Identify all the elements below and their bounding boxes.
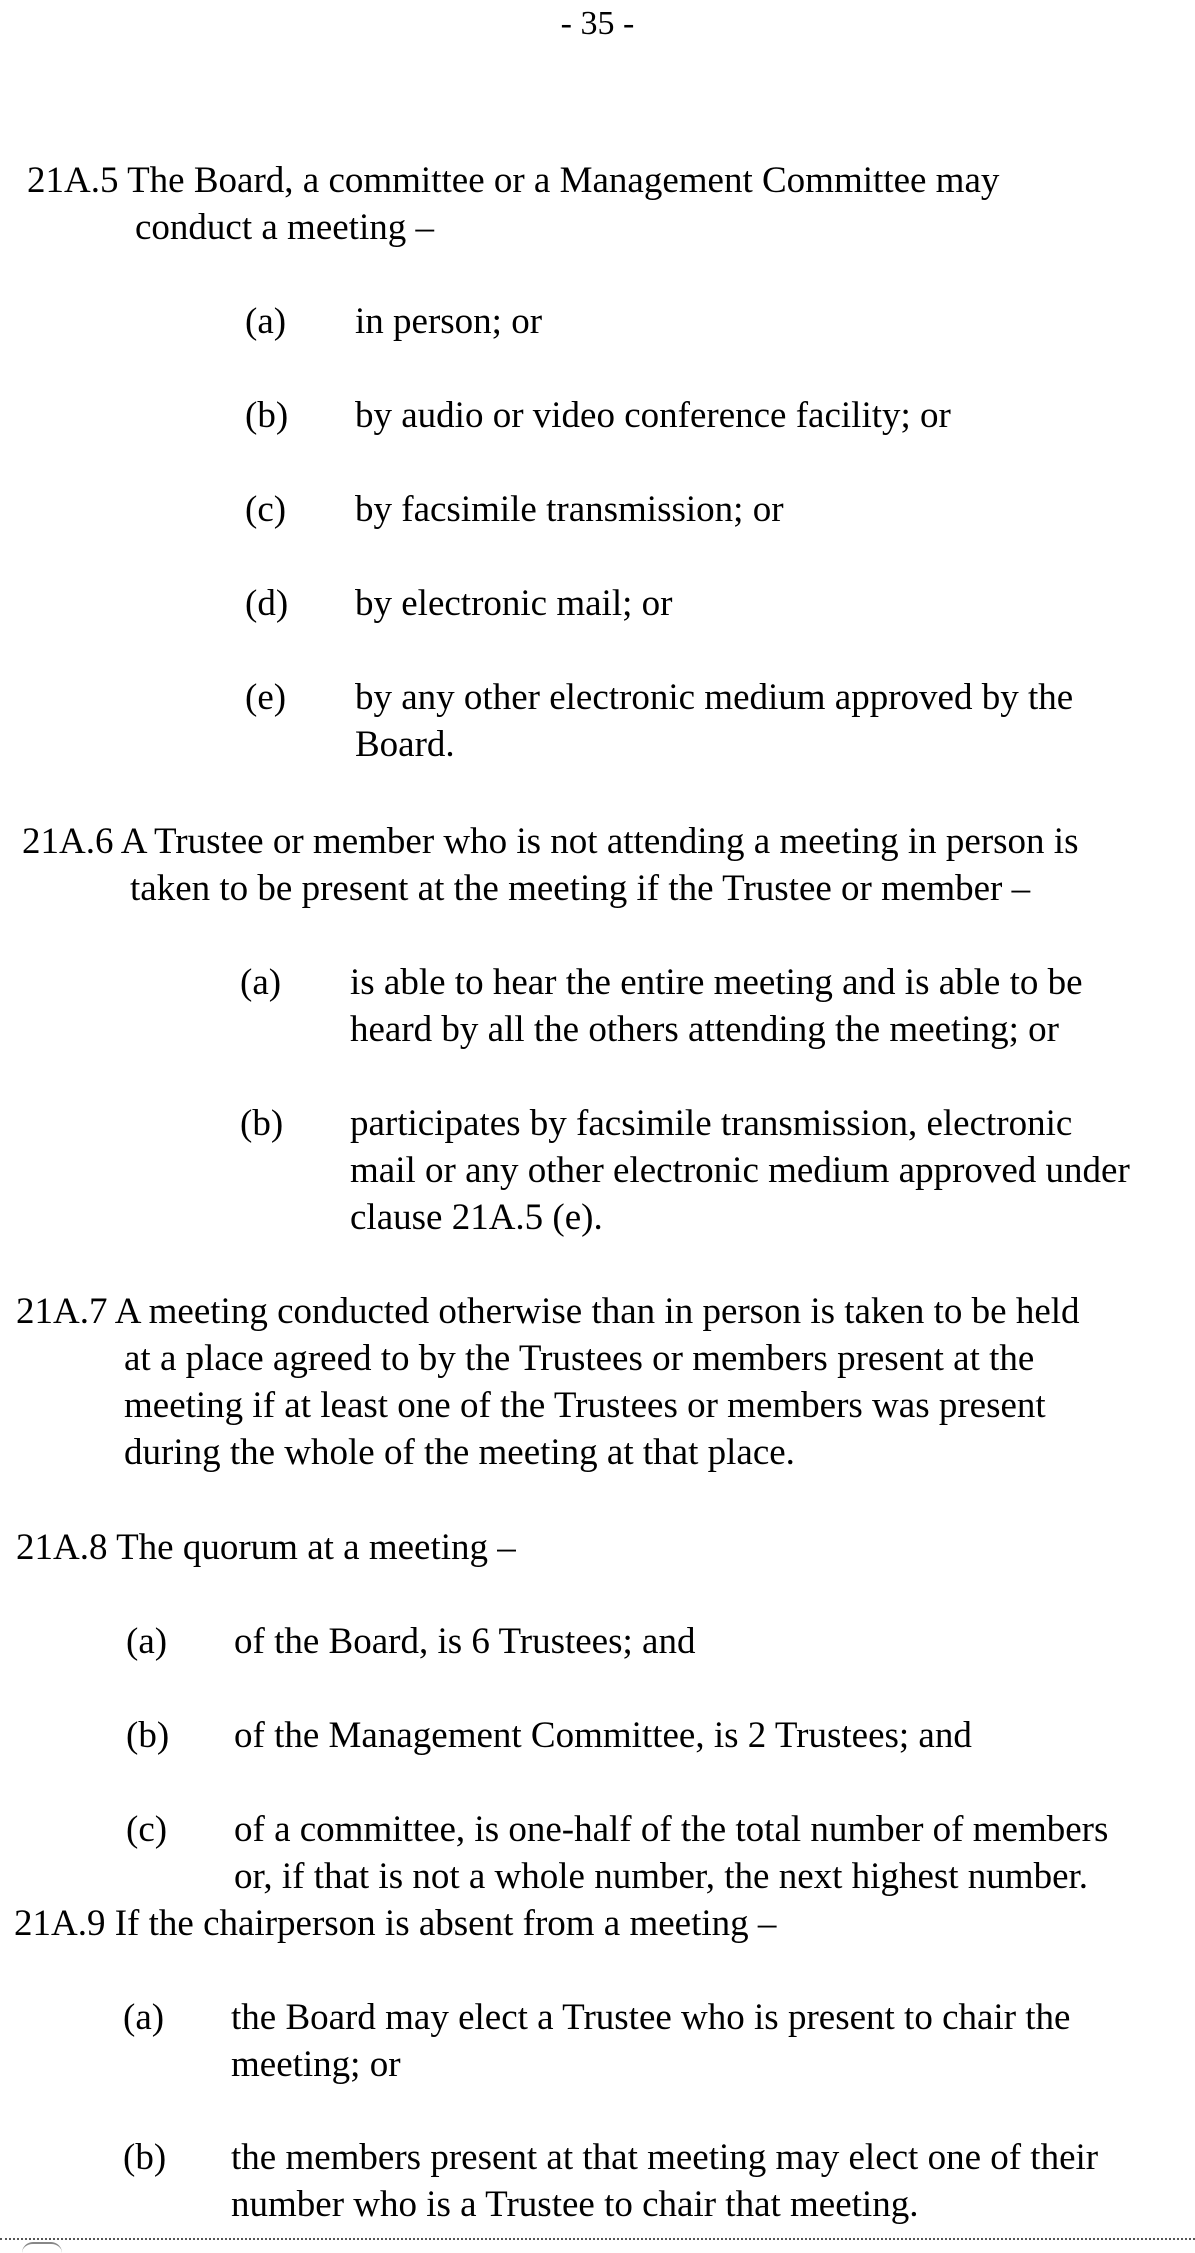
clause-21A-5 bbox=[27, 157, 999, 251]
clause-21A-8 bbox=[16, 1524, 516, 1571]
clause-line: meeting if at least one of the Trustees or members was present bbox=[124, 1385, 1046, 1426]
item-label: (b) bbox=[245, 395, 289, 436]
item-label: (c) bbox=[126, 1809, 168, 1850]
clause-line: 21A.8 The quorum at a meeting – bbox=[16, 1527, 516, 1568]
clause-line: 21A.7 A meeting conducted otherwise than in person is taken to be held bbox=[16, 1291, 1080, 1332]
clause-number: 21A.8 bbox=[16, 1527, 108, 1568]
item-text: the members present at that meeting may elect one of their number who is a Trustee to chair that meeting. bbox=[231, 2137, 1099, 2225]
item-text: by any other electronic medium approved by the Board. bbox=[355, 677, 1074, 765]
footer-divider bbox=[0, 2238, 1195, 2240]
item-text: the Board may elect a Trustee who is present to chair the meeting; or bbox=[231, 1997, 1071, 2085]
clause-line: taken to be present at the meeting if the Trustee or member – bbox=[130, 868, 1031, 909]
item-label: (a) bbox=[245, 301, 287, 342]
page-number: - 35 - bbox=[560, 5, 635, 42]
item-label: (b) bbox=[240, 1103, 284, 1144]
clause-line: 21A.6 A Trustee or member who is not attending a meeting in person is bbox=[22, 821, 1079, 862]
clause-number: 21A.9 bbox=[14, 1903, 106, 1944]
item-text: in person; or bbox=[355, 301, 543, 342]
clause-line: conduct a meeting – bbox=[135, 207, 434, 248]
item-text: by audio or video conference facility; or bbox=[355, 395, 951, 436]
item-text: by facsimile transmission; or bbox=[355, 489, 784, 530]
clause-21A-6 bbox=[22, 818, 1078, 912]
clause-21A-9 bbox=[14, 1900, 776, 1947]
footer-logo-fragment bbox=[22, 2242, 62, 2253]
clause-line: 21A.5 The Board, a committee or a Management Committee may bbox=[27, 160, 1000, 201]
item-label: (a) bbox=[126, 1621, 168, 1662]
item-text: participates by facsimile transmission, electronic mail or any other electronic medium approved under clause 21A.5 (e). bbox=[350, 1103, 1130, 1238]
item-label: (a) bbox=[123, 1997, 165, 2038]
clause-number: 21A.5 bbox=[27, 160, 119, 201]
item-text: is able to hear the entire meeting and is able to be heard by all the others attending the meeting; or bbox=[350, 962, 1083, 1050]
item-text: of the Board, is 6 Trustees; and bbox=[234, 1621, 696, 1662]
item-label: (b) bbox=[126, 1715, 170, 1756]
item-label: (e) bbox=[245, 677, 287, 718]
clause-number: 21A.6 bbox=[22, 821, 114, 862]
clause-number: 21A.7 bbox=[16, 1291, 108, 1332]
clause-line: during the whole of the meeting at that place. bbox=[124, 1432, 795, 1473]
clause-line: at a place agreed to by the Trustees or members present at the bbox=[124, 1338, 1035, 1379]
item-label: (c) bbox=[245, 489, 287, 530]
item-label: (a) bbox=[240, 962, 282, 1003]
item-label: (b) bbox=[123, 2137, 167, 2178]
clause-line: 21A.9 If the chairperson is absent from a meeting – bbox=[14, 1903, 777, 1944]
clause-21A-7 bbox=[16, 1288, 1080, 1476]
item-label: (d) bbox=[245, 583, 289, 624]
item-text: of a committee, is one-half of the total number of members or, if that is not a whole number, the next highest number. bbox=[234, 1809, 1109, 1897]
item-text: of the Management Committee, is 2 Trustees; and bbox=[234, 1715, 972, 1756]
item-text: by electronic mail; or bbox=[355, 583, 673, 624]
